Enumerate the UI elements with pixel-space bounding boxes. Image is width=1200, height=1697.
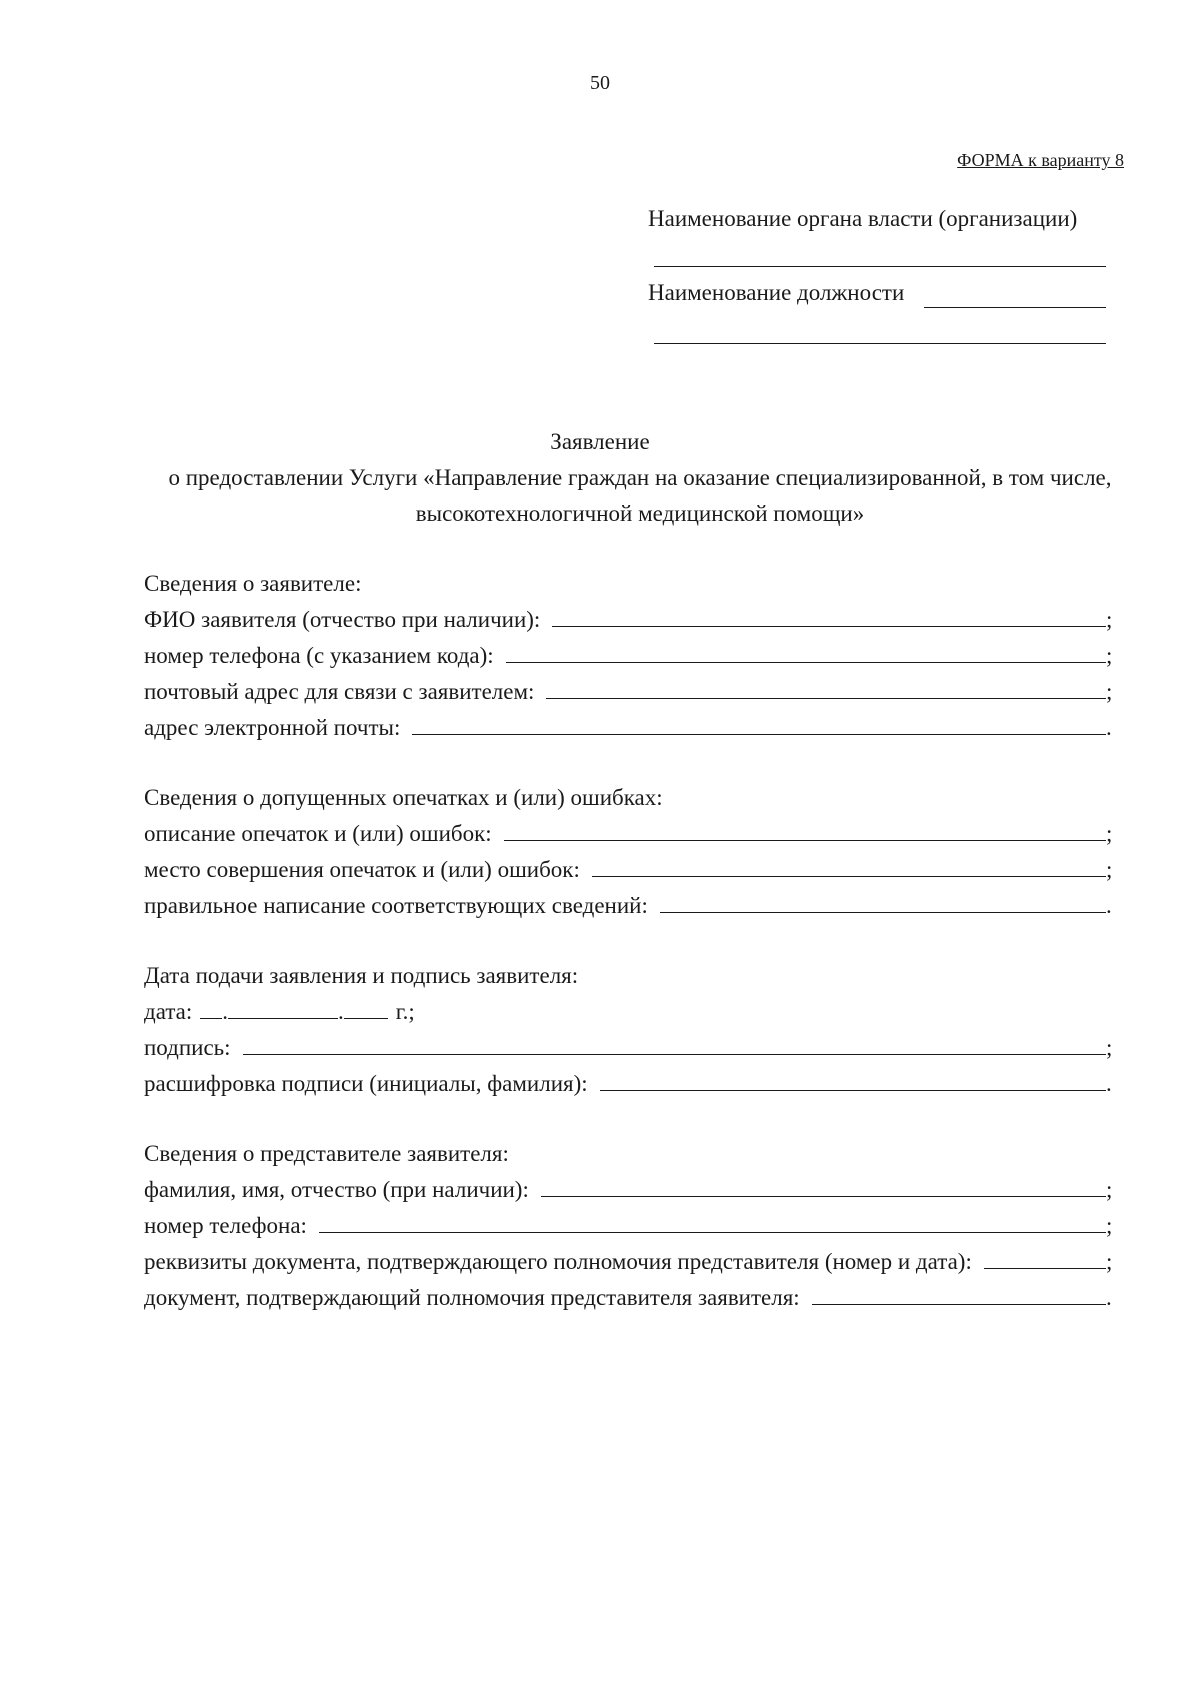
field-label: почтовый адрес для связи с заявителем:	[144, 679, 535, 704]
field-label: номер телефона (с указанием кода):	[144, 643, 494, 668]
position-label: Наименование должности	[648, 280, 905, 305]
date-row	[144, 994, 1114, 1030]
page-number: 50	[590, 72, 610, 94]
field-label: реквизиты документа, подтверждающего полномочия представителя (номер и дата):	[144, 1249, 972, 1274]
applicant-email-field[interactable]	[412, 710, 1106, 735]
document-title: Заявление	[550, 429, 650, 454]
applicant-name-field[interactable]	[552, 602, 1106, 627]
position-name-field-continued[interactable]	[654, 343, 1106, 344]
field-label: ФИО заявителя (отчество при наличии):	[144, 607, 541, 632]
date-suffix: г.;	[395, 999, 415, 1024]
field-row	[144, 1172, 1114, 1208]
date-separator: .	[222, 999, 228, 1024]
field-row	[144, 1244, 1114, 1280]
field-label: документ, подтверждающий полномочия представителя заявителя:	[144, 1285, 800, 1310]
field-row	[144, 1280, 1114, 1316]
field-terminator: ;	[1106, 679, 1113, 704]
field-terminator: .	[1106, 715, 1112, 740]
correct-spelling-field[interactable]	[660, 888, 1106, 913]
document-subtitle: о предоставлении Услуги «Направление граждан на оказание специализированной, в том числе, высокотехнологичной медицинской помощи»	[168, 465, 1112, 526]
applicant-phone-field[interactable]	[506, 638, 1106, 663]
applicant-postal-address-field[interactable]	[546, 674, 1106, 699]
field-terminator: ;	[1106, 1213, 1113, 1238]
field-terminator: .	[1106, 1285, 1112, 1310]
field-row	[144, 602, 1114, 638]
field-terminator: ;	[1106, 643, 1113, 668]
representative-name-field[interactable]	[541, 1172, 1106, 1197]
signature-section	[144, 958, 1114, 1102]
organization-name-field[interactable]	[654, 266, 1106, 267]
representative-section	[144, 1136, 1114, 1316]
field-terminator: ;	[1106, 821, 1113, 846]
field-label: адрес электронной почты:	[144, 715, 401, 740]
form-sections	[144, 566, 1114, 1350]
errors-section	[144, 780, 1114, 924]
section-heading: Сведения о допущенных опечатках и (или) ошибках:	[144, 785, 663, 810]
field-label: место совершения опечаток и (или) ошибок:	[144, 857, 580, 882]
field-terminator: .	[1106, 1071, 1112, 1096]
section-heading: Сведения о представителе заявителя:	[144, 1141, 509, 1166]
date-year-field[interactable]	[344, 994, 388, 1019]
field-label: правильное написание соответствующих сведений:	[144, 893, 648, 918]
authority-document-details-field[interactable]	[984, 1244, 1106, 1269]
date-month-field[interactable]	[228, 994, 338, 1019]
field-label: фамилия, имя, отчество (при наличии):	[144, 1177, 529, 1202]
authority-document-field[interactable]	[812, 1280, 1106, 1305]
error-description-field[interactable]	[504, 816, 1106, 841]
field-row	[144, 638, 1114, 674]
signature-field[interactable]	[243, 1030, 1106, 1055]
field-terminator: ;	[1106, 857, 1113, 882]
field-terminator: .	[1106, 893, 1112, 918]
organization-label: Наименование органа власти (организации)	[648, 206, 1078, 231]
field-row	[144, 852, 1114, 888]
field-row	[144, 888, 1114, 924]
position-name-field[interactable]	[924, 307, 1106, 308]
field-row	[144, 1030, 1114, 1066]
form-reference: ФОРМА к варианту 8	[957, 150, 1124, 170]
field-label: подпись:	[144, 1035, 231, 1060]
field-row	[144, 710, 1114, 746]
error-location-field[interactable]	[592, 852, 1106, 877]
date-label: дата:	[144, 999, 193, 1024]
field-row	[144, 1066, 1114, 1102]
field-label: расшифровка подписи (инициалы, фамилия):	[144, 1071, 588, 1096]
date-day-field[interactable]	[200, 994, 222, 1019]
field-row	[144, 816, 1114, 852]
field-label: описание опечаток и (или) ошибок:	[144, 821, 492, 846]
field-terminator: ;	[1106, 1035, 1113, 1060]
section-heading: Сведения о заявителе:	[144, 571, 362, 596]
field-terminator: ;	[1106, 1177, 1113, 1202]
field-label: номер телефона:	[144, 1213, 307, 1238]
field-row	[144, 674, 1114, 710]
signature-transcript-field[interactable]	[600, 1066, 1106, 1091]
date-separator: .	[338, 999, 344, 1024]
field-terminator: ;	[1106, 607, 1113, 632]
field-row	[144, 1208, 1114, 1244]
field-terminator: ;	[1106, 1249, 1113, 1274]
applicant-section	[144, 566, 1114, 746]
section-heading: Дата подачи заявления и подпись заявителя:	[144, 963, 579, 988]
representative-phone-field[interactable]	[319, 1208, 1106, 1233]
